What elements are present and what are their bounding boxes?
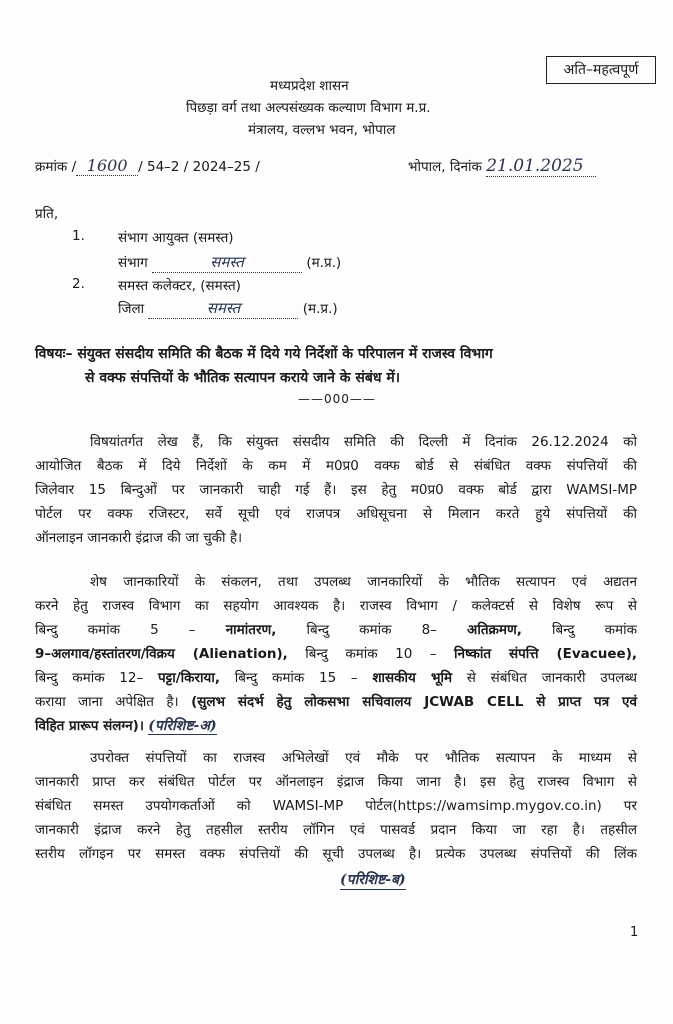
paragraph-2-line: बिन्दु कमांक 12– पट्टा/किराया, बिन्दु कमांक 15 – शासकीय भूमि से संबंधित जानकारी उपलब्ध xyxy=(35,670,637,686)
subject-line-1: विषयः– संयुक्त संसदीय समिति की बैठक में दिये गये निर्देशों के परिपालन में राजस्व विभाग xyxy=(35,346,493,362)
paragraph-2 xyxy=(35,570,637,738)
paragraph-2-line: करने हेतु राजस्व विभाग का सहयोग आवश्यक है। राजस्व विभाग / कलेक्टर्स से विशेष रूप से xyxy=(35,598,637,614)
ref-prefix: क्रमांक / xyxy=(35,159,77,175)
paragraph-3-line: जानकारी इंद्राज करने हेतु तहसील स्तरीय लॉगिन एवं पासवर्ड प्रदान किया जा रहा है। तहसील xyxy=(35,822,637,838)
date-handwritten: 21.01.2025 xyxy=(486,156,584,176)
annexure-b-note: (परिशिष्ट-ब) xyxy=(340,872,406,888)
paragraph-1 xyxy=(35,430,637,550)
paragraph-1-line: आयोजित बैठक में दिये निर्देशों के कम में म0प्र0 वक्फ बोर्ड से संबंधित वक्फ संपत्तियों की xyxy=(35,458,637,474)
paragraph-2-line: 9–अलगाव/हस्तांतरण/विक्रय (Alienation), बिन्दु कमांक 10 – निष्कांत संपत्ति (Evacuee), xyxy=(35,646,638,662)
subject-line-2: से वक्फ संपत्तियों के भौतिक सत्यापन कराये जाने के संबंध में। xyxy=(85,370,401,386)
reference-number xyxy=(35,156,260,176)
recipient-1-title: संभाग आयुक्त (समस्त) xyxy=(118,230,234,246)
place-label: भोपाल, दिनांक xyxy=(408,159,482,175)
ref-number-handwritten: 1600 xyxy=(86,156,128,175)
paragraph-3-line: स्तरीय लॉगइन पर समस्त वक्फ संपत्तियों की सूची उपलब्ध है। प्रत्येक उपलब्ध संपत्तियों की लिंक xyxy=(35,846,637,862)
subject-divider: ——000—— xyxy=(298,392,376,406)
paragraph-3 xyxy=(35,746,637,866)
recipient-1-field: संभाग समस्त (म.प्र.) xyxy=(118,253,342,271)
recipient-2-number: 2. xyxy=(72,276,85,292)
recipient-1-value-handwritten: समस्त xyxy=(210,253,244,271)
department-name: पिछड़ा वर्ग तथा अल्पसंख्यक कल्याण विभाग म.प्र. xyxy=(186,100,431,116)
recipient-1-number: 1. xyxy=(72,228,85,244)
paragraph-3-line: उपरोक्त संपत्तियों का राजस्व अभिलेखों एवं मौके पर भौतिक सत्यापन के माध्यम से xyxy=(90,750,637,766)
paragraph-2-line: शेष जानकारियों के संकलन, तथा उपलब्ध जानकारियों के भौतिक सत्यापन एवं अद्यतन xyxy=(90,574,637,590)
recipient-2-field: जिला समस्त (म.प्र.) xyxy=(118,299,338,317)
recipient-2-title: समस्त कलेक्टर, (समस्त) xyxy=(118,278,241,294)
paragraph-1-line: जिलेवार 15 बिन्दुओं पर जानकारी चाही गई हैं। इस हेतु म0प्र0 वक्फ बोर्ड द्वारा WAMSI-MP xyxy=(35,482,637,498)
paragraph-2-line: विहित प्रारूप संलग्न)। (परिशिष्ट-अ) xyxy=(35,718,217,734)
ref-suffix: / 54–2 / 2024–25 / xyxy=(138,159,260,175)
priority-badge: अति–महत्वपूर्ण xyxy=(546,56,656,84)
paragraph-2-line: बिन्दु कमांक 5 – नामांतरण, बिन्दु कमांक 8– अतिक्रमण, बिन्दु कमांक xyxy=(35,622,637,638)
place-date xyxy=(408,156,596,177)
paragraph-1-line: विषयांतर्गत लेख हैं, कि संयुक्त संसदीय समिति की दिल्ली में दिनांक 26.12.2024 को xyxy=(90,434,637,450)
paragraph-3-line: जानकारी प्राप्त कर संबंधित पोर्टल पर ऑनलाइन इंद्राज किया जाना है। इस हेतु राजस्व विभाग से xyxy=(35,774,637,790)
paragraph-1-line: ऑनलाइन जानकारी इंद्राज की जा चुकी है। xyxy=(35,530,243,546)
paragraph-2-line: कराया जाना अपेक्षित है। (सुलभ संदर्भ हेतु लोकसभा सचिवालय JCWAB CELL से प्राप्त पत्र एवं xyxy=(35,694,637,710)
recipient-2-value-handwritten: समस्त xyxy=(206,299,241,317)
paragraph-1-line: पोर्टल पर वक्फ रजिस्टर, सर्वे सूची एवं राजपत्र अधिसूचना से मिलान करते हुये संपत्तियों की xyxy=(35,506,637,522)
page-number: 1 xyxy=(630,925,639,940)
paragraph-3-line: संबंधित समस्त उपयोगकर्ताओं को WAMSI-MP पोर्टल(https://wamsimp.mygov.co.in) पर xyxy=(35,798,637,814)
annexure-a-note: (परिशिष्ट-अ) xyxy=(148,718,217,734)
department-address: मंत्रालय, वल्लभ भवन, भोपाल xyxy=(248,122,396,138)
to-label: प्रति, xyxy=(35,206,59,222)
govt-name: मध्यप्रदेश शासन xyxy=(270,78,349,94)
